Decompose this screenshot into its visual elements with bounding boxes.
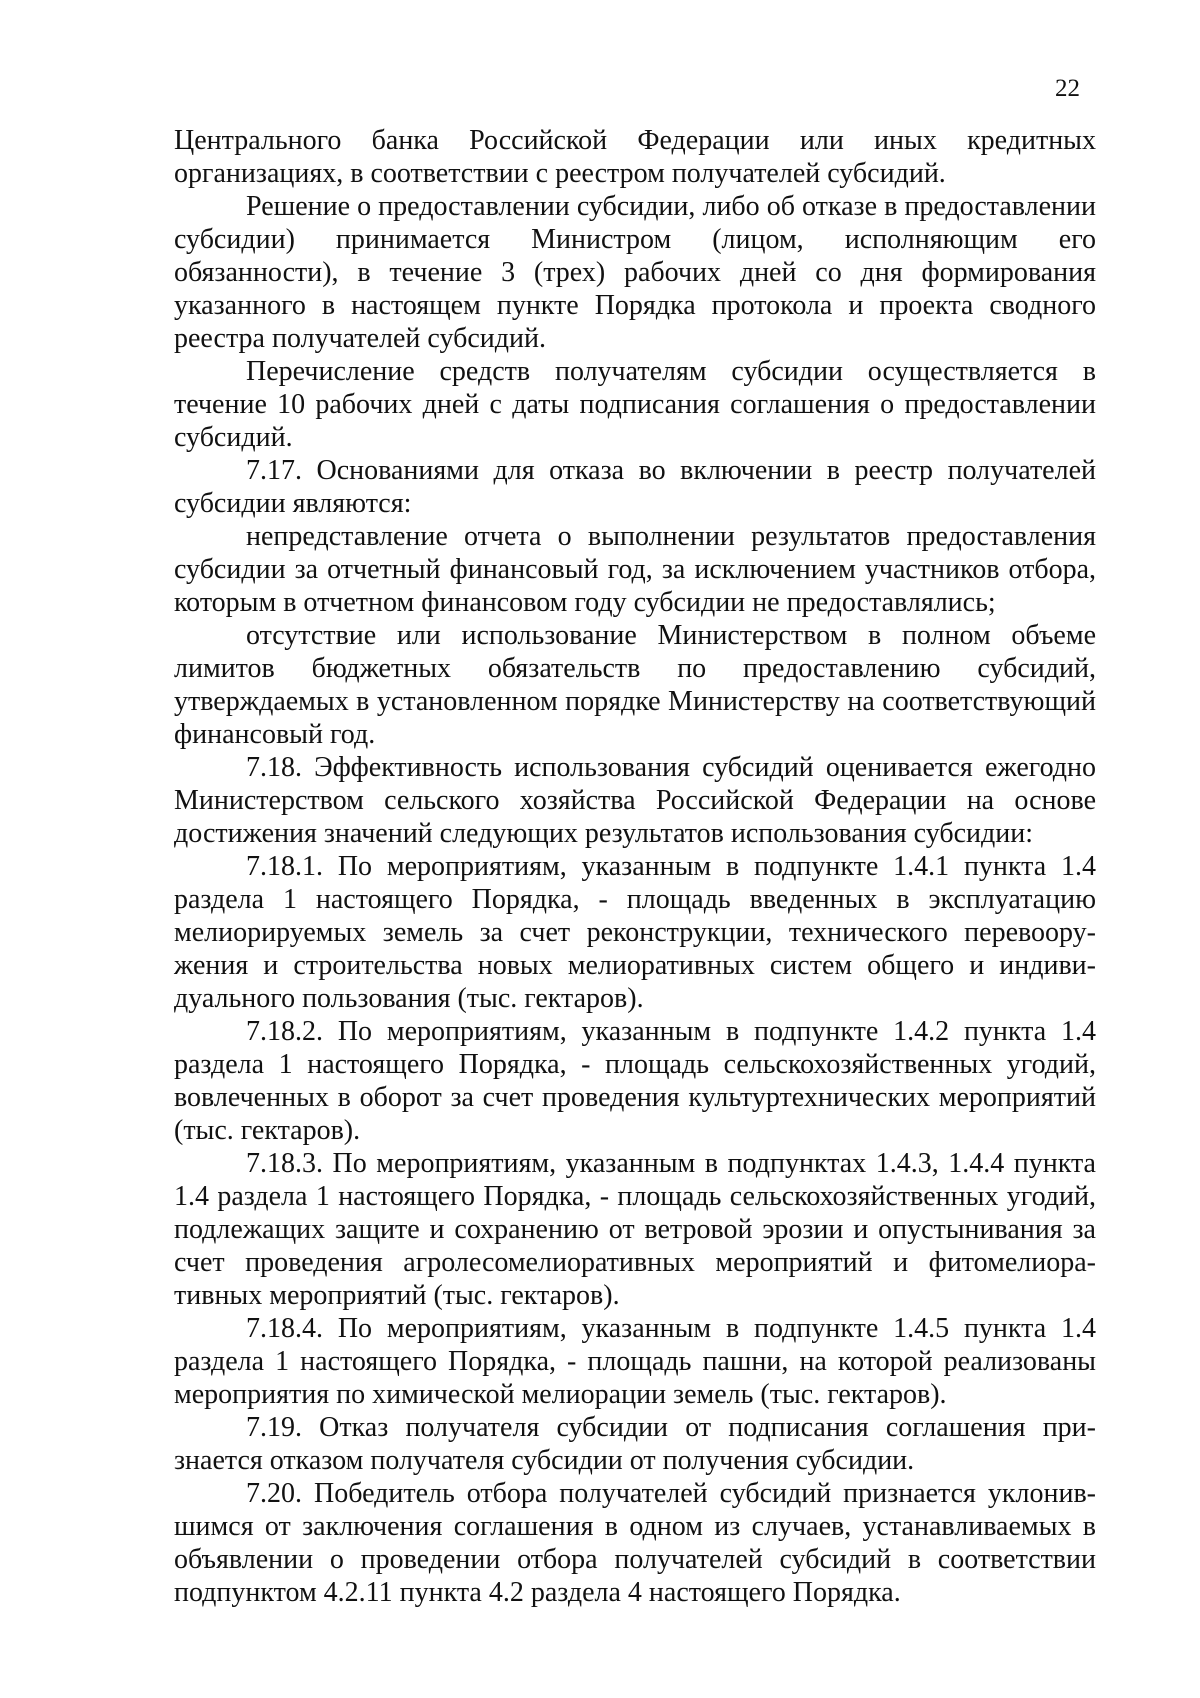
paragraph-7-20: 7.20. Победитель отбора получателей субсидий признается уклонившимся от заключения соглашения в одном из случаев, устанавливаемых в объявлении о проведении отбора получателей субсидий в соответствии подпунктом 4.2.11 пункта 4.2 раздела 4 настоящего Порядка. (174, 1478, 1096, 1608)
page-number: 22 (1055, 75, 1080, 102)
paragraph-continuation: Центрального банка Российской Федерации или иных кредитных организациях, в соответствии с реестром получателей субсидий. (174, 125, 1096, 189)
paragraph-7-18: 7.18. Эффективность использования субсидий оценивается ежегодно Министерством сельского хозяйства Российской Федерации на основе достижения значений следующих результатов использования субсидии: (174, 752, 1096, 849)
paragraph-decision: Решение о предоставлении субсидии, либо об отказе в предоставлении субсидии) принимается Министром (лицом, исполняющим его обязанности), в течение 3 (трех) рабочих дней со дня формирования указанного в настоящем пункте Порядка протокола и проекта сводного реестра получателей субсидий. (174, 191, 1096, 354)
paragraph-7-18-3: 7.18.3. По мероприятиям, указанным в подпунктах 1.4.3, 1.4.4 пункта 1.4 раздела 1 настоящего Порядка, - площадь сельскохозяйственных угодий, подлежащих защите и сохранению от ветровой эрозии и опустынивания за счет проведения агролесомелиоративных мероприятий и фитомелиоративных мероприятий (тыс. гектаров). (174, 1148, 1096, 1311)
paragraph-7-18-4: 7.18.4. По мероприятиям, указанным в подпункте 1.4.5 пункта 1.4 раздела 1 настоящего Порядка, - площадь пашни, на которой реализованы мероприятия по химической мелиорации земель (тыс. гектаров). (174, 1313, 1096, 1410)
paragraph-7-17-ground-1: непредставление отчета о выполнении результатов предоставления субсидии за отчетный финансовый год, за исключением участников отбора, которым в отчетном финансовом году субсидии не предоставлялись; (174, 521, 1096, 618)
paragraph-7-19: 7.19. Отказ получателя субсидии от подписания соглашения признается отказом получателя субсидии от получения субсидии. (174, 1412, 1096, 1476)
document-body (174, 124, 1096, 1609)
paragraph-7-18-2: 7.18.2. По мероприятиям, указанным в подпункте 1.4.2 пункта 1.4 раздела 1 настоящего Порядка, - площадь сельскохозяйственных угодий, вовлеченных в оборот за счет проведения культуртехнических мероприятий (тыс. гектаров). (174, 1016, 1096, 1146)
paragraph-7-17-ground-2: отсутствие или использование Министерством в полном объеме лимитов бюджетных обязательств по предоставлению субсидий, утверждаемых в установленном порядке Министерству на соответствующий финансовый год. (174, 620, 1096, 750)
paragraph-transfer: Перечисление средств получателям субсидии осуществляется в течение 10 рабочих дней с даты подписания соглашения о предоставлении субсидий. (174, 356, 1096, 453)
paragraph-7-17: 7.17. Основаниями для отказа во включении в реестр получателей субсидии являются: (174, 455, 1096, 519)
paragraph-7-18-1: 7.18.1. По мероприятиям, указанным в подпункте 1.4.1 пункта 1.4 раздела 1 настоящего Порядка, - площадь введенных в эксплуатацию мелиорируемых земель за счет реконструкции, технического перевооружения и строительства новых мелиоративных систем общего и индивидуального пользования (тыс. гектаров). (174, 851, 1096, 1014)
